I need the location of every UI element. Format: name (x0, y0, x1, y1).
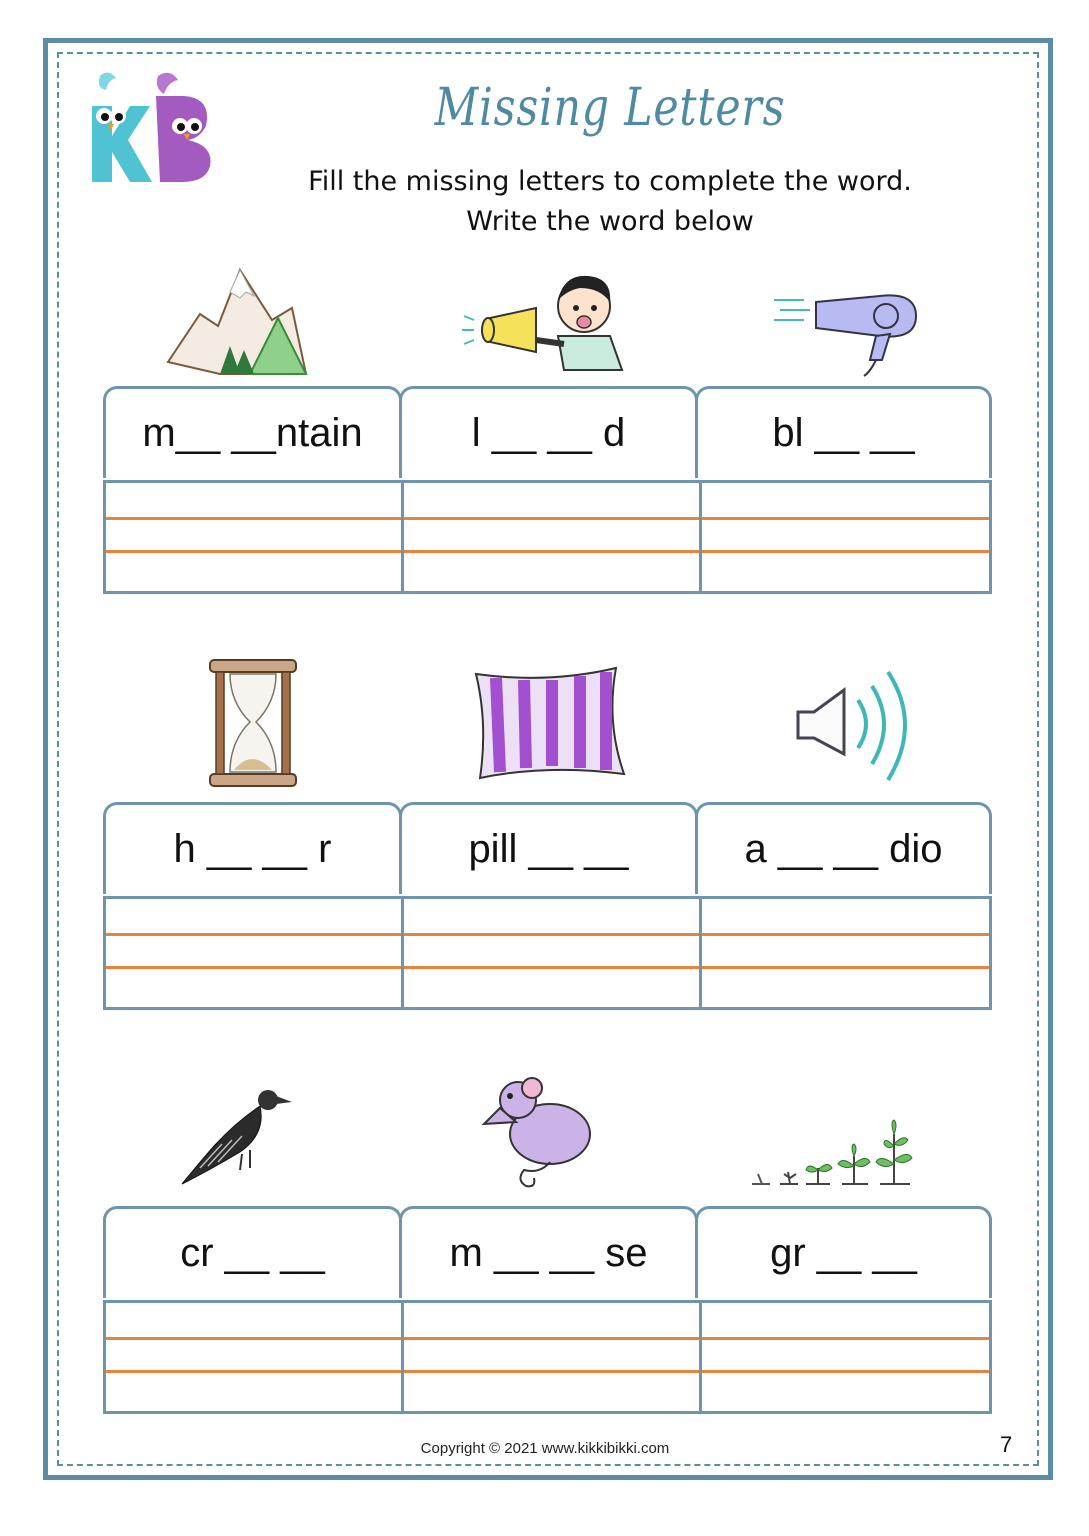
write-cell-pillow[interactable] (404, 899, 699, 1007)
column-divider (699, 1303, 702, 1411)
word-box-loud: l __ __ d (399, 386, 698, 478)
writing-lines-row-3 (103, 1300, 992, 1414)
word-box-crow: cr __ __ (103, 1206, 402, 1298)
boy-megaphone-icon (460, 266, 630, 378)
word-box-pillow: pill __ __ (399, 802, 698, 894)
write-cell-hour[interactable] (106, 899, 401, 1007)
speaker-icon (792, 668, 922, 786)
column-divider (699, 899, 702, 1007)
word-box-mountain: m__ __ntain (103, 386, 402, 478)
worksheet-title: Missing Letters (434, 78, 786, 138)
hair-dryer-icon (770, 286, 922, 378)
word-box-blow: bl __ __ (695, 386, 992, 478)
word-box-mouse: m __ __ se (399, 1206, 698, 1298)
hourglass-icon (206, 656, 300, 790)
write-cell-loud[interactable] (404, 483, 699, 591)
writing-lines-row-2 (103, 896, 992, 1010)
word-box-hour: h __ __ r (103, 802, 402, 894)
instruction-line-1: Fill the missing letters to complete the word. (308, 166, 912, 197)
word-box-grow: gr __ __ (695, 1206, 992, 1298)
write-cell-blow[interactable] (702, 483, 989, 591)
seedlings-icon (750, 1114, 920, 1190)
instruction-line-2: Write the word below (466, 206, 754, 237)
writing-lines-row-1 (103, 480, 992, 594)
write-cell-grow[interactable] (702, 1303, 989, 1411)
column-divider (401, 483, 404, 591)
column-divider (401, 1303, 404, 1411)
write-cell-mountain[interactable] (106, 483, 401, 591)
write-cell-crow[interactable] (106, 1303, 401, 1411)
copyright-text: Copyright © 2021 www.kikkibikki.com (420, 1440, 670, 1457)
column-divider (401, 899, 404, 1007)
write-cell-audio[interactable] (702, 899, 989, 1007)
word-box-audio: a __ __ dio (695, 802, 992, 894)
mouse-icon (480, 1070, 596, 1194)
column-divider (699, 483, 702, 591)
pillow-icon (466, 664, 630, 782)
kb-logo (78, 66, 218, 186)
page-number: 7 (1000, 1432, 1013, 1457)
write-cell-mouse[interactable] (404, 1303, 699, 1411)
crow-icon (170, 1084, 296, 1190)
mountain-icon (160, 262, 310, 380)
